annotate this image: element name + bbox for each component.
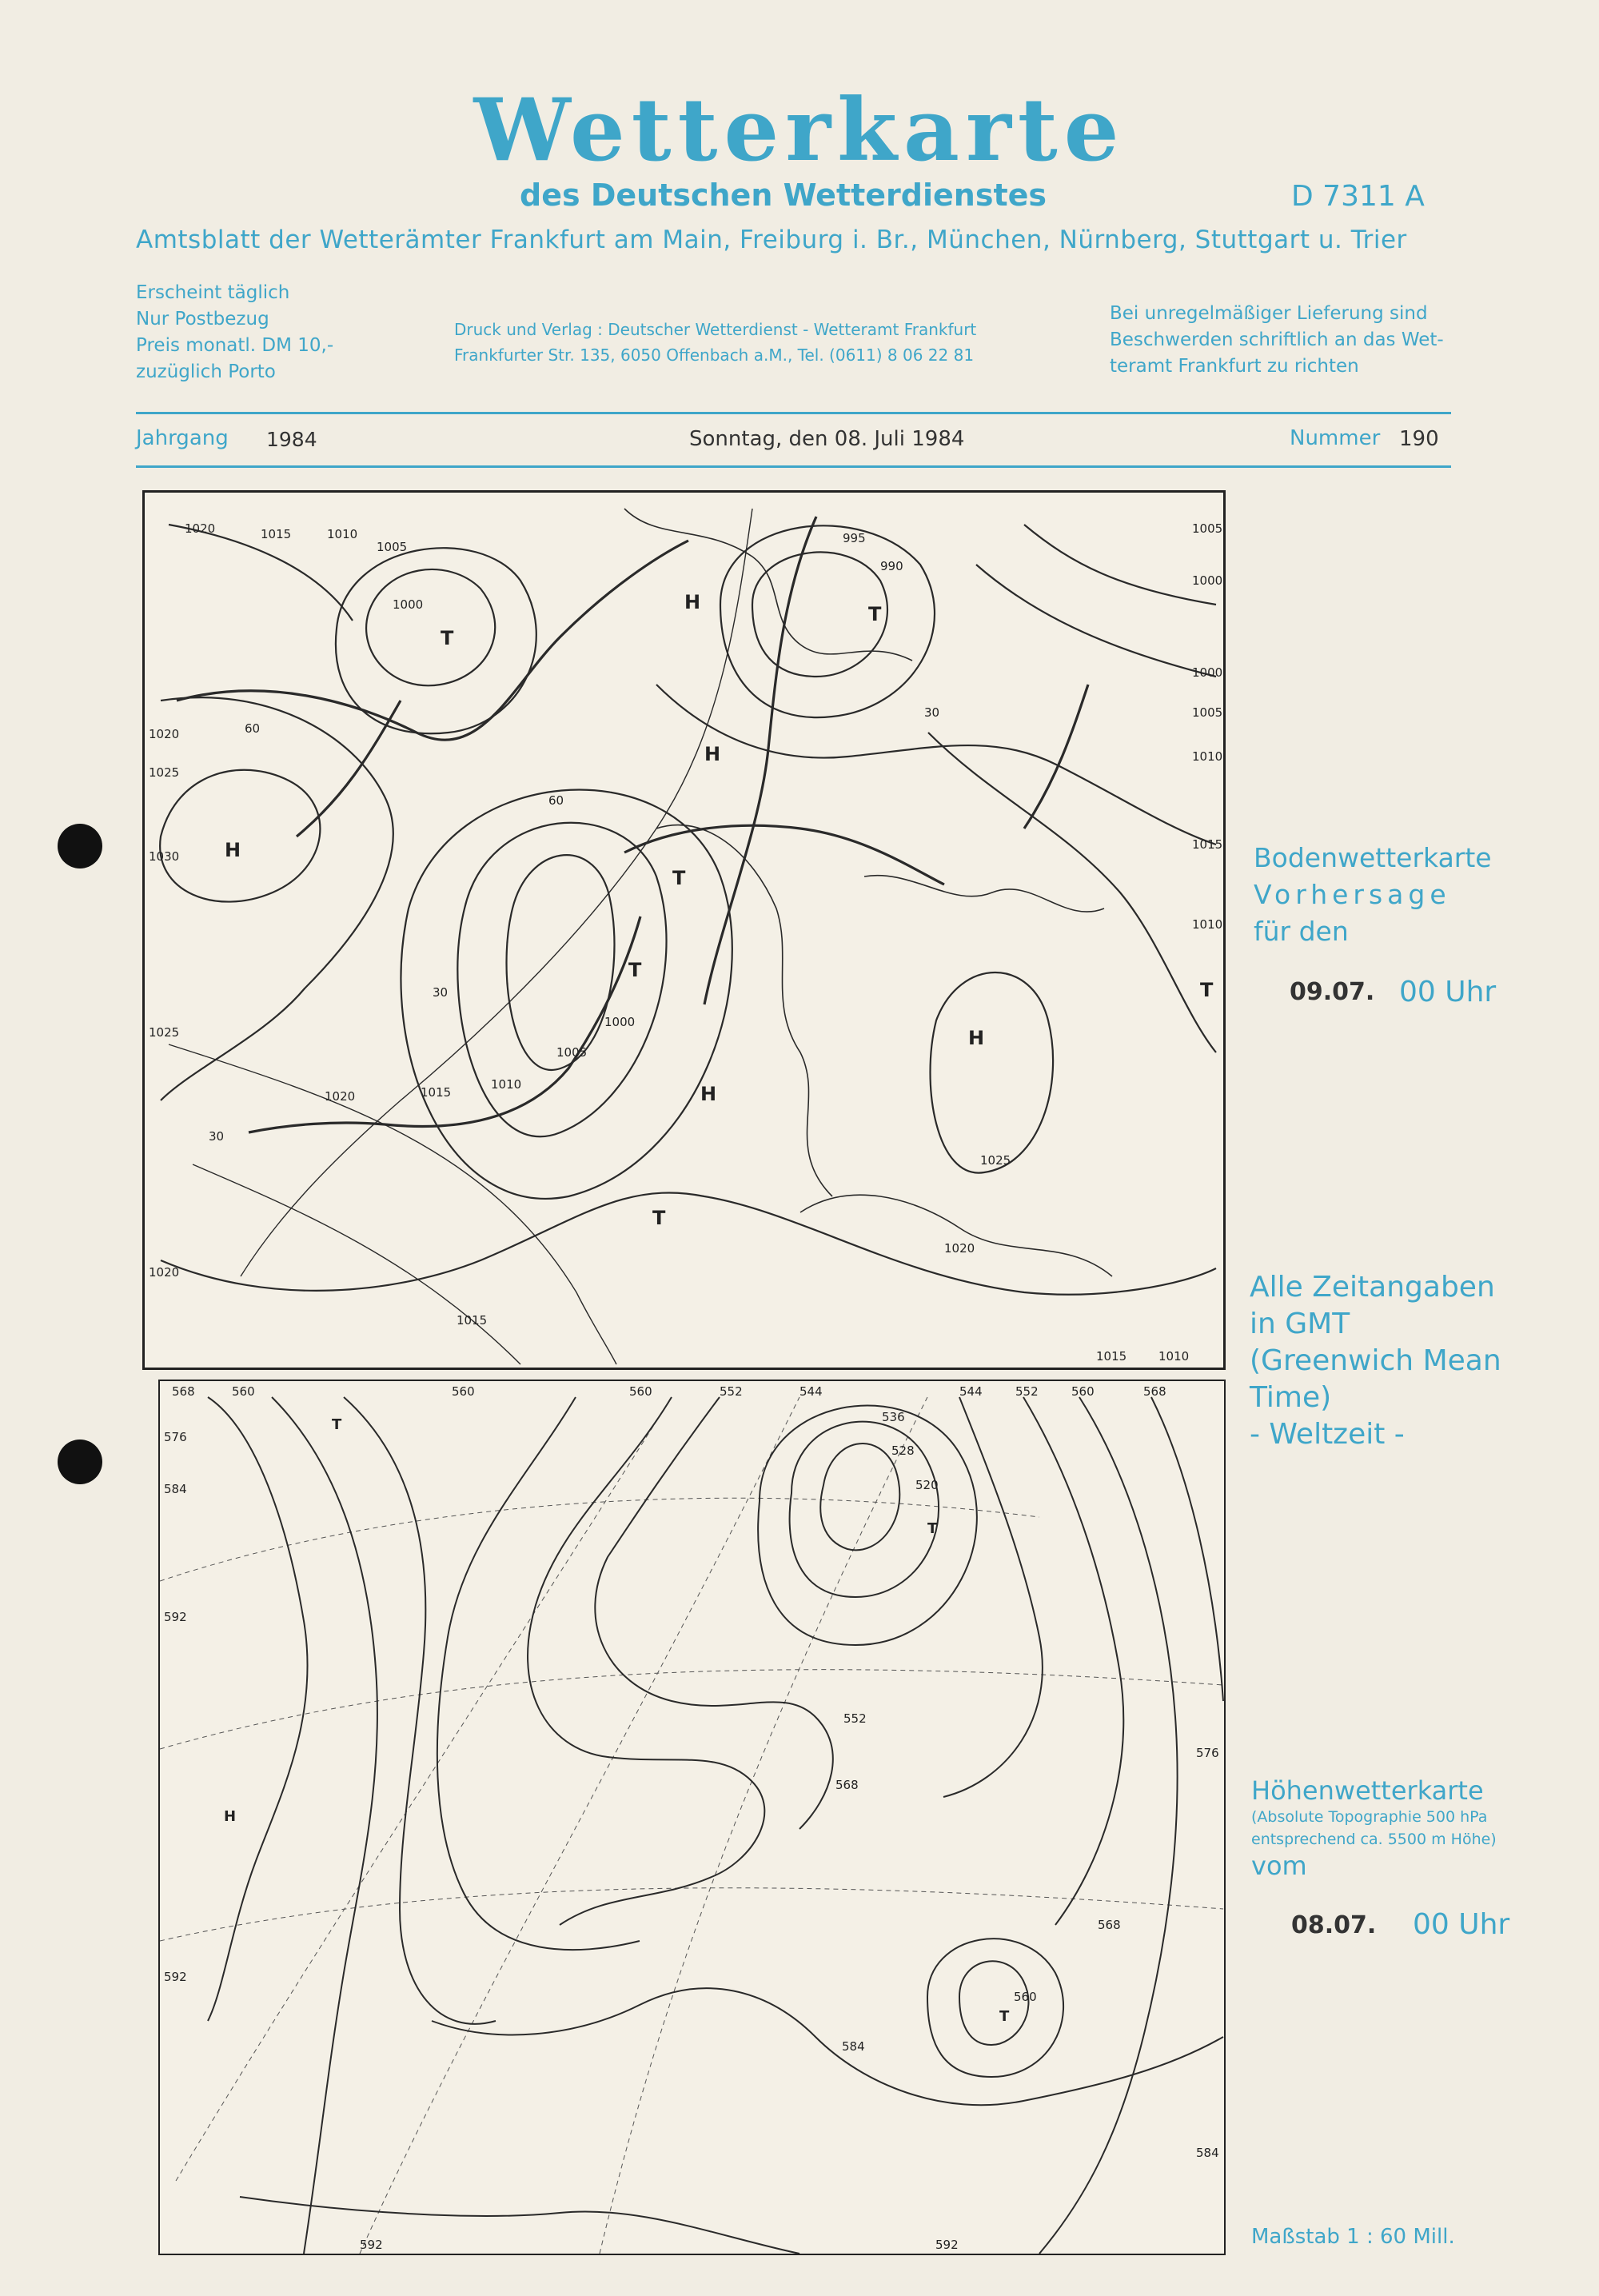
- height-label: 552: [843, 1711, 867, 1726]
- height-label: 592: [360, 2238, 383, 2252]
- isobar-label: 1025: [149, 1025, 180, 1040]
- upper-map-date: 08.07.: [1291, 1911, 1377, 1939]
- surface-map-drawing: [145, 493, 1223, 1368]
- info-line: Bei unregelmäßiger Lieferung sind: [1110, 303, 1428, 324]
- isobar-label: 1015: [457, 1313, 488, 1328]
- isobar-label: 1000: [1192, 573, 1223, 588]
- surface-map-date: 09.07.: [1290, 978, 1375, 1006]
- isobar-label: 990: [880, 559, 903, 573]
- note-line: (Greenwich Mean: [1250, 1344, 1501, 1377]
- newspaper-subtitle: des Deutschen Wetterdienstes: [520, 178, 1047, 213]
- note-line: Alle Zeitangaben: [1250, 1271, 1495, 1304]
- isobar-label: 1025: [980, 1153, 1011, 1168]
- note-line: Time): [1250, 1381, 1332, 1414]
- time-zone-note: [1250, 1269, 1501, 1453]
- jahrgang-label: Jahrgang: [136, 426, 229, 450]
- isobar-label: 1020: [149, 1265, 180, 1280]
- punch-hole: [58, 1439, 102, 1484]
- isobar-label: 30: [433, 985, 449, 1000]
- isobar-label: 1015: [261, 527, 292, 541]
- caption-sub: entsprechend ca. 5500 m Höhe): [1251, 1831, 1497, 1848]
- upper-map-drawing: [160, 1381, 1224, 2254]
- surface-map-caption: [1254, 840, 1492, 950]
- height-label: 552: [720, 1384, 743, 1399]
- height-label: 560: [1014, 1990, 1037, 2004]
- info-line: Erscheint täglich: [136, 282, 290, 303]
- info-line: teramt Frankfurt zu richten: [1110, 356, 1359, 377]
- isobar-label: 995: [843, 531, 866, 545]
- isobar-label: 1020: [325, 1089, 356, 1104]
- high-center: H: [224, 1808, 237, 1825]
- info-line: Beschwerden schriftlich an das Wet-: [1110, 329, 1444, 350]
- isobar-label: 1000: [604, 1015, 636, 1029]
- isobar-label: 1010: [1158, 1349, 1190, 1364]
- high-pressure-center: H: [968, 1027, 985, 1049]
- isobar-label: 1015: [421, 1085, 452, 1100]
- height-label: 584: [842, 2039, 865, 2054]
- subscription-info: [136, 280, 333, 385]
- height-label: 568: [1143, 1384, 1166, 1399]
- info-line: Frankfurter Str. 135, 6050 Offenbach a.M., Tel. (0611) 8 06 22 81: [454, 345, 975, 365]
- caption-vom: vom: [1251, 1851, 1307, 1881]
- isobar-label: 1015: [1096, 1349, 1127, 1364]
- nummer-value: 190: [1399, 427, 1439, 451]
- high-pressure-center: H: [700, 1083, 717, 1105]
- high-pressure-center: H: [225, 839, 241, 861]
- header-rule-top: [136, 412, 1451, 414]
- info-line: Nur Postbezug: [136, 309, 269, 329]
- low-pressure-center: T: [672, 867, 686, 889]
- publication-code: D 7311 A: [1291, 180, 1425, 213]
- info-line: zuzüglich Porto: [136, 361, 276, 382]
- isobar-label: 30: [209, 1129, 225, 1144]
- punch-hole: [58, 824, 102, 868]
- height-label: 560: [452, 1384, 475, 1399]
- complaint-info: [1110, 301, 1444, 380]
- isobar-label: 1005: [1192, 705, 1223, 720]
- caption-line: Bodenwetterkarte: [1254, 842, 1492, 873]
- isobar-label: 30: [924, 705, 940, 720]
- isobar-label: 1010: [327, 527, 358, 541]
- height-label: 552: [1015, 1384, 1039, 1399]
- low-pressure-center: T: [1200, 979, 1214, 1001]
- high-pressure-center: H: [684, 591, 701, 613]
- high-pressure-center: H: [704, 743, 721, 765]
- isobar-label: 1000: [393, 597, 424, 612]
- isobar-label: 60: [548, 793, 564, 808]
- isobar-label: 1020: [944, 1241, 975, 1256]
- height-label: 568: [835, 1778, 859, 1792]
- jahrgang-value: 1984: [266, 428, 317, 451]
- height-label: 568: [172, 1384, 195, 1399]
- low-pressure-center: T: [868, 603, 882, 625]
- isobar-label: 1000: [1192, 665, 1223, 680]
- low-center: T: [927, 1520, 938, 1537]
- surface-map-time: 00 Uhr: [1399, 976, 1497, 1008]
- isobar-label: 1005: [1192, 521, 1223, 536]
- height-label: 528: [891, 1443, 915, 1458]
- height-label: 520: [915, 1478, 939, 1492]
- isobar-label: 60: [245, 721, 261, 736]
- low-center: T: [999, 2008, 1010, 2025]
- isobar-label: 1010: [491, 1077, 522, 1092]
- issue-date: Sonntag, den 08. Juli 1984: [689, 427, 965, 451]
- isobar-label: 1025: [149, 765, 180, 780]
- low-pressure-center: T: [441, 627, 454, 649]
- upper-air-map: [158, 1380, 1226, 2255]
- note-line: in GMT: [1250, 1308, 1350, 1340]
- height-label: 560: [1071, 1384, 1095, 1399]
- surface-weather-map: [142, 490, 1226, 1370]
- low-pressure-center: T: [628, 959, 642, 981]
- height-label: 592: [164, 1970, 187, 1984]
- height-label: 576: [164, 1430, 187, 1444]
- isobar-label: 1020: [149, 727, 180, 741]
- map-scale: Maßstab 1 : 60 Mill.: [1251, 2225, 1455, 2249]
- info-line: Druck und Verlag : Deutscher Wetterdienst - Wetteramt Frankfurt: [454, 320, 977, 339]
- height-label: 544: [800, 1384, 823, 1399]
- low-pressure-center: T: [652, 1207, 666, 1229]
- header-rule-bottom: [136, 465, 1451, 468]
- note-line: - Weltzeit -: [1250, 1418, 1405, 1451]
- low-center: T: [332, 1416, 342, 1433]
- nummer-label: Nummer: [1290, 426, 1381, 450]
- amtsblatt-line: Amtsblatt der Wetterämter Frankfurt am Main, Freiburg i. Br., München, Nürnberg, Stuttgart u. Trier: [136, 226, 1407, 254]
- isobar-label: 1020: [185, 521, 216, 536]
- height-label: 592: [935, 2238, 959, 2252]
- height-label: 544: [959, 1384, 983, 1399]
- newspaper-title: Wetterkarte: [473, 80, 1126, 181]
- upper-map-caption: [1251, 1775, 1497, 1881]
- height-label: 584: [164, 1482, 187, 1496]
- publisher-info: [454, 317, 976, 368]
- height-label: 560: [232, 1384, 255, 1399]
- height-label: 568: [1098, 1918, 1121, 1932]
- height-label: 576: [1196, 1746, 1219, 1760]
- height-label: 560: [629, 1384, 652, 1399]
- caption-line: für den: [1254, 916, 1349, 947]
- height-label: 584: [1196, 2146, 1219, 2160]
- isobar-label: 1010: [1192, 749, 1223, 764]
- caption-sub: (Absolute Topographie 500 hPa: [1251, 1808, 1488, 1826]
- isobar-label: 1010: [1192, 917, 1223, 932]
- isobar-label: 1005: [377, 540, 408, 554]
- height-label: 592: [164, 1610, 187, 1624]
- caption-title: Höhenwetterkarte: [1251, 1775, 1484, 1806]
- isobar-label: 1015: [1192, 837, 1223, 852]
- info-line: Preis monatl. DM 10,-: [136, 335, 334, 356]
- caption-line: Vorhersage: [1254, 879, 1451, 910]
- isobar-label: 1005: [556, 1045, 588, 1060]
- isobar-label: 1030: [149, 849, 180, 864]
- height-label: 536: [882, 1410, 905, 1424]
- upper-map-time: 00 Uhr: [1413, 1908, 1510, 1941]
